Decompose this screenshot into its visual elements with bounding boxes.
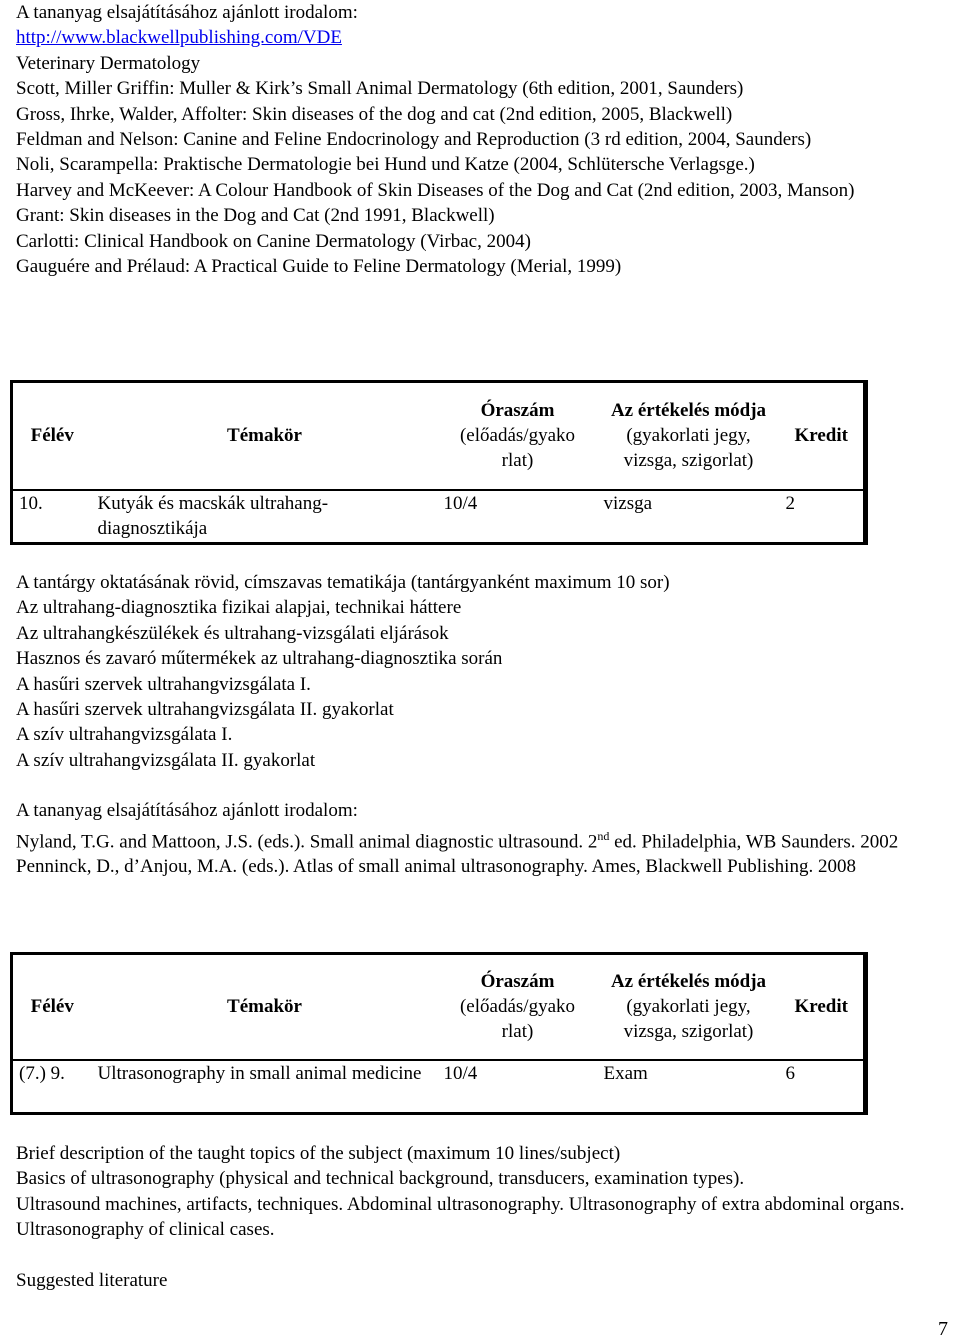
- table-row: [12, 1060, 866, 1114]
- header-hours: Óraszám (előadás/gyako rlat): [438, 954, 598, 1060]
- literature-item: Carlotti: Clinical Handbook on Canine Dermatology (Virbac, 2004): [16, 230, 531, 252]
- literature-item: Scott, Miller Griffin: Muller & Kirk’s Small Animal Dermatology (6th edition, 2001, Saunders): [16, 78, 744, 100]
- literature-item: Noli, Scarampella: Praktische Dermatologie bei Hund und Katze (2004, Schlütersche Verlagsge.): [16, 154, 755, 176]
- description-heading: Brief description of the taught topics of the subject (maximum 10 lines/subject): [16, 1143, 621, 1164]
- cell-evaluation: Exam: [603, 1062, 648, 1084]
- cell-credit: 6: [785, 1062, 795, 1084]
- literature-heading: A tananyag elsajátításához ajánlott irodalom:: [16, 800, 358, 822]
- topic-item: Az ultrahangkészülékek és ultrahang-vizsgálati eljárások: [16, 622, 449, 644]
- topic-item: Hasznos és zavaró műtermékek az ultrahang-diagnosztika során: [16, 648, 503, 670]
- header-semester: Félév: [12, 954, 92, 1060]
- header-topic: Témakör: [92, 954, 438, 1060]
- header-credit: Kredit: [780, 382, 866, 490]
- cell-topic: Kutyák és macskák ultrahang-diagnosztikája: [97, 492, 329, 539]
- literature-item: Grant: Skin diseases in the Dog and Cat (2nd 1991, Blackwell): [16, 205, 495, 227]
- cell-evaluation: vizsga: [603, 492, 653, 514]
- cell-credit: 2: [785, 492, 795, 514]
- description-paragraph: Ultrasound machines, artifacts, techniques. Abdominal ultrasonography. Ultrasonography of extra abdominal organs. Ultrasonography of clinical cases.: [16, 1193, 905, 1241]
- topics-section-hu: [16, 570, 946, 880]
- topics-section-en: [16, 1141, 946, 1293]
- topic-item: A szív ultrahangvizsgálata I.: [16, 724, 233, 746]
- literature-item: Nyland, T.G. and Mattoon, J.S. (eds.). Small animal diagnostic ultrasound. 2nd ed. Philadelphia, WB Saunders. 2002: [16, 828, 899, 852]
- blackwell-link[interactable]: http://www.blackwellpublishing.com/VDE: [16, 27, 342, 49]
- topics-heading: A tantárgy oktatásának rövid, címszavas tematikája (tantárgyanként maximum 10 sor): [16, 572, 670, 593]
- literature-item: Gross, Ihrke, Walder, Affolter: Skin diseases of the dog and cat (2nd edition, 2005, Blackwell): [16, 103, 733, 125]
- literature-item: Veterinary Dermatology: [16, 52, 201, 74]
- course-table-2: [10, 952, 868, 1115]
- page-number: 7: [938, 1318, 948, 1340]
- cell-hours: 10/4: [443, 492, 478, 514]
- suggested-literature-heading: Suggested literature: [16, 1269, 168, 1291]
- literature-heading: A tananyag elsajátításához ajánlott irodalom:: [16, 2, 358, 23]
- topic-item: A szív ultrahangvizsgálata II. gyakorlat: [16, 749, 316, 771]
- header-hours: Óraszám (előadás/gyako rlat): [438, 382, 598, 490]
- topic-item: A hasűri szervek ultrahangvizsgálata II. gyakorlat: [16, 699, 394, 721]
- table-header-row: [12, 954, 866, 1060]
- course-table-1: [10, 380, 868, 545]
- literature-item: Feldman and Nelson: Canine and Feline Endocrinology and Reproduction (3 rd edition, 2004, Saunders): [16, 129, 812, 151]
- table-row: [12, 490, 866, 544]
- cell-hours: 10/4: [443, 1062, 478, 1084]
- literature-section-1: [16, 0, 946, 279]
- header-evaluation: Az értékelés módja (gyakorlati jegy, vizsga, szigorlat): [598, 382, 780, 490]
- description-paragraph: Basics of ultrasonography (physical and technical background, transducers, examination types).: [16, 1168, 745, 1190]
- cell-topic: Ultrasonography in small animal medicine: [97, 1062, 422, 1084]
- literature-item: Harvey and McKeever: A Colour Handbook of Skin Diseases of the Dog and Cat (2nd edition, 2003, Manson): [16, 179, 855, 201]
- header-semester: Félév: [12, 382, 92, 490]
- header-evaluation: Az értékelés módja (gyakorlati jegy, vizsga, szigorlat): [598, 954, 780, 1060]
- literature-item: Gauguére and Prélaud: A Practical Guide to Feline Dermatology (Merial, 1999): [16, 256, 622, 278]
- header-topic: Témakör: [92, 382, 438, 490]
- header-credit: Kredit: [780, 954, 866, 1060]
- topic-item: A hasűri szervek ultrahangvizsgálata I.: [16, 673, 311, 695]
- cell-semester: 10.: [19, 492, 43, 514]
- topic-item: Az ultrahang-diagnosztika fizikai alapjai, technikai háttere: [16, 597, 462, 619]
- literature-item: Penninck, D., d’Anjou, M.A. (eds.). Atlas of small animal ultrasonography. Ames, Blackwell Publishing. 2008: [16, 856, 856, 878]
- cell-semester: (7.) 9.: [19, 1062, 65, 1084]
- table-header-row: [12, 382, 866, 490]
